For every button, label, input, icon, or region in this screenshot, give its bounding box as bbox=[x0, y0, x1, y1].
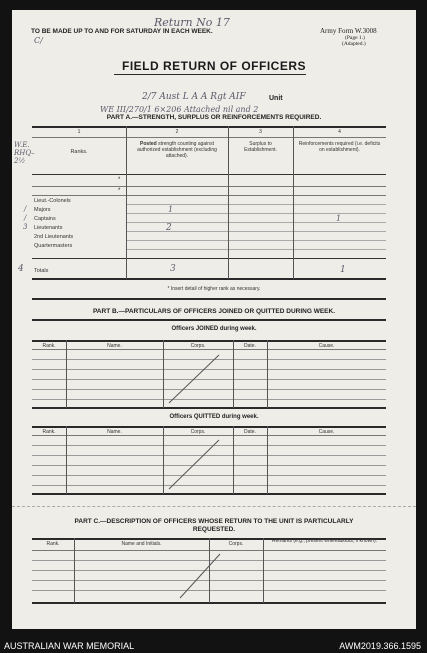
quitted-col-cause: Cause. bbox=[318, 429, 335, 435]
reinforcement-value: 1 bbox=[336, 214, 342, 223]
part-c-col-corps: Corps. bbox=[228, 541, 244, 547]
part-b-heading: PART B.—PARTICULARS OF OFFICERS JOINED OR QUITTED DURING WEEK. bbox=[92, 308, 336, 315]
handwritten-totals-mark: 4 bbox=[18, 264, 24, 274]
totals-reinforcements: 1 bbox=[340, 265, 346, 275]
joined-col-corps: Corps. bbox=[190, 343, 206, 349]
quitted-col-name: Name. bbox=[107, 429, 122, 435]
handwritten-rank-mark: / bbox=[24, 205, 27, 213]
unit-label: Unit bbox=[269, 95, 283, 102]
form-page: (Page 1.) bbox=[345, 35, 365, 41]
document-page bbox=[12, 10, 416, 629]
joined-col-name: Name. bbox=[107, 343, 122, 349]
part-a-footnote: * Insert detail of higher rank as necessary. bbox=[167, 286, 261, 292]
quitted-title: Officers QUITTED during week. bbox=[169, 414, 259, 420]
form-number: Army Form W.3008 bbox=[320, 27, 377, 35]
rank-label: Quartermasters bbox=[34, 243, 73, 249]
form-adapted: (Adapted.) bbox=[342, 41, 366, 47]
col-surplus-header: Surplus to Establishment. bbox=[244, 141, 277, 153]
col-ranks-header: Ranks. bbox=[70, 149, 88, 155]
rank-label: Majors bbox=[34, 207, 51, 213]
posted-value: 2 bbox=[166, 223, 172, 233]
joined-col-cause: Cause. bbox=[318, 343, 335, 349]
part-c-strike-line bbox=[12, 10, 416, 629]
handwritten-return-number: Return No 17 bbox=[154, 16, 230, 29]
rank-label: Lieutenants bbox=[34, 225, 63, 231]
joined-col-date: Date. bbox=[244, 343, 256, 349]
footer-credit: AUSTRALIAN WAR MEMORIAL bbox=[4, 641, 135, 651]
joined-title: Officers JOINED during week. bbox=[171, 326, 257, 332]
star-1: * bbox=[118, 177, 121, 183]
handwritten-unit: 2/7 Aust L A A Rgt AIF bbox=[142, 92, 246, 102]
col-num-4: 4 bbox=[338, 129, 341, 135]
col-num-3: 3 bbox=[259, 129, 262, 135]
rank-label: 2nd Lieutenants bbox=[34, 234, 74, 240]
joined-col-rank: Rank. bbox=[42, 343, 56, 349]
col-reinforcements-header: Reinforcements required (i.e. deficits on establishment). bbox=[298, 141, 381, 153]
handwritten-we-note: W.E. RHQ–2½ bbox=[14, 141, 35, 165]
quitted-col-date: Date. bbox=[244, 429, 256, 435]
rank-label: Captains bbox=[34, 216, 56, 222]
star-2: * bbox=[118, 188, 121, 194]
totals-label: Totals bbox=[34, 268, 49, 274]
handwritten-establishment: WE III/270/1 6×206 Attached nil and 2 bbox=[100, 105, 259, 114]
handwritten-rank-mark: 3 bbox=[23, 223, 28, 231]
rank-label: Lieut.-Colonels bbox=[34, 198, 71, 204]
footer-accession-number: AWM2019.366.1595 bbox=[339, 641, 421, 651]
handwritten-mark: C/ bbox=[34, 36, 43, 45]
part-a-heading: PART A.—STRENGTH, SURPLUS OR REINFORCEMENTS REQUIRED. bbox=[106, 114, 322, 121]
col-num-1: 1 bbox=[77, 129, 81, 135]
quitted-col-rank: Rank. bbox=[42, 429, 56, 435]
page-title: FIELD RETURN OF OFFICERS bbox=[122, 59, 306, 73]
col-posted-header: Posted strength counting against authorized establishment (excluding attached). bbox=[137, 141, 217, 159]
part-c-heading-line-1: PART C.—DESCRIPTION OF OFFICERS WHOSE RETURN TO THE UNIT IS PARTICULARLY bbox=[74, 518, 354, 525]
posted-value: 1 bbox=[168, 205, 174, 214]
col-num-2: 2 bbox=[175, 129, 179, 135]
header-instruction: TO BE MADE UP TO AND FOR SATURDAY IN EACH WEEK. bbox=[31, 28, 213, 35]
part-c-col-remarks: Remarks (e.g., present whereabouts, if known). bbox=[271, 538, 378, 544]
part-c-col-rank: Rank. bbox=[46, 541, 60, 547]
part-c-col-name: Name and Initials. bbox=[121, 541, 162, 547]
totals-posted: 3 bbox=[170, 264, 176, 274]
quitted-col-corps: Corps. bbox=[190, 429, 206, 435]
part-c-heading-line-2: REQUESTED. bbox=[192, 526, 236, 533]
handwritten-rank-mark: / bbox=[24, 214, 27, 222]
